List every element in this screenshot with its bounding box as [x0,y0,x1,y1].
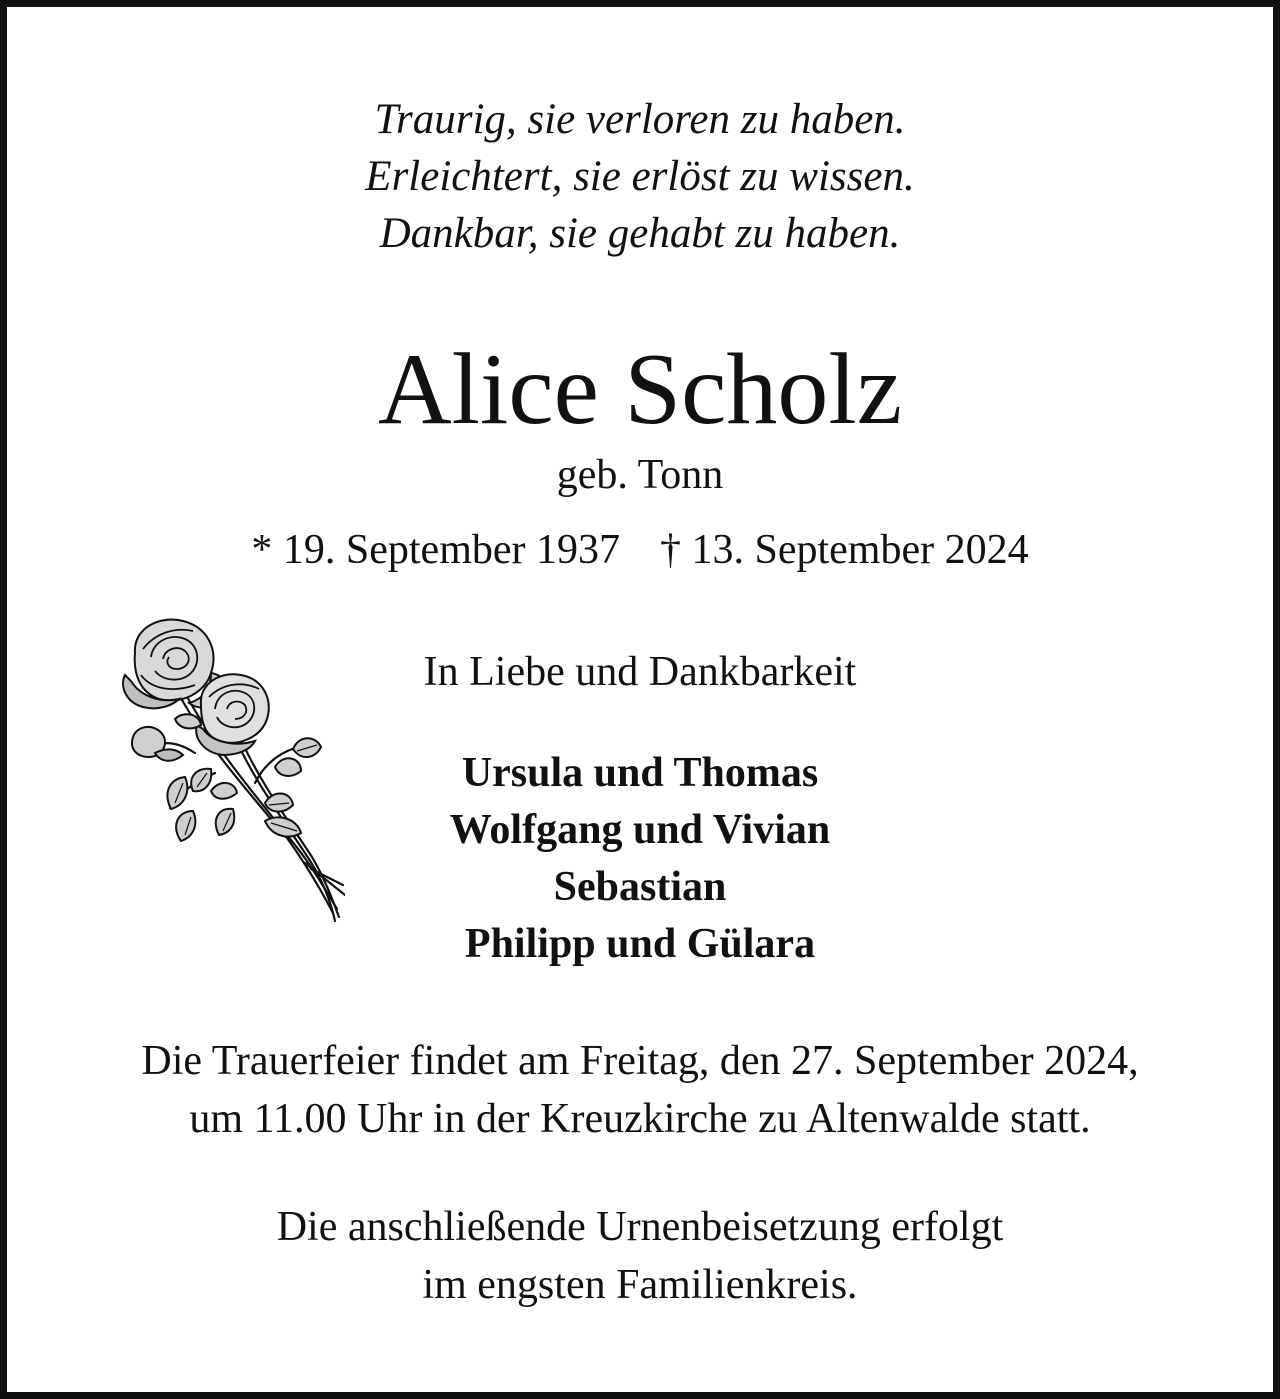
burial-line-1: Die anschließende Urnenbeisetzung erfolgt [276,1204,1004,1250]
mourner-2: Wolfgang und Vivian [449,807,831,853]
poem-line-3: Dankbar, sie gehabt zu haben. [379,210,901,257]
mourner-4: Philipp und Gülara [464,921,816,967]
greeting-text: In Liebe und Dankbarkeit [423,649,857,695]
death-date: † 13. September 2024 [660,527,1029,573]
mourner-3: Sebastian [553,864,727,910]
poem-line-2: Erleichtert, sie erlöst zu wissen. [365,153,915,200]
birth-date: * 19. September 1937 [251,527,620,573]
deceased-name: Alice Scholz [378,333,902,446]
maiden-name: geb. Tonn [556,452,724,498]
life-dates [7,525,1273,575]
funeral-line-1: Die Trauerfeier findet am Freitag, den 27. September 2024, [141,1038,1139,1084]
poem-line-1: Traurig, sie verloren zu haben. [374,96,906,143]
funeral-line-2: um 11.00 Uhr in der Kreuzkirche zu Altenwalde statt. [189,1096,1091,1142]
mourner-1: Ursula und Thomas [461,750,819,796]
burial-line-2: im engsten Familienkreis. [422,1262,858,1308]
